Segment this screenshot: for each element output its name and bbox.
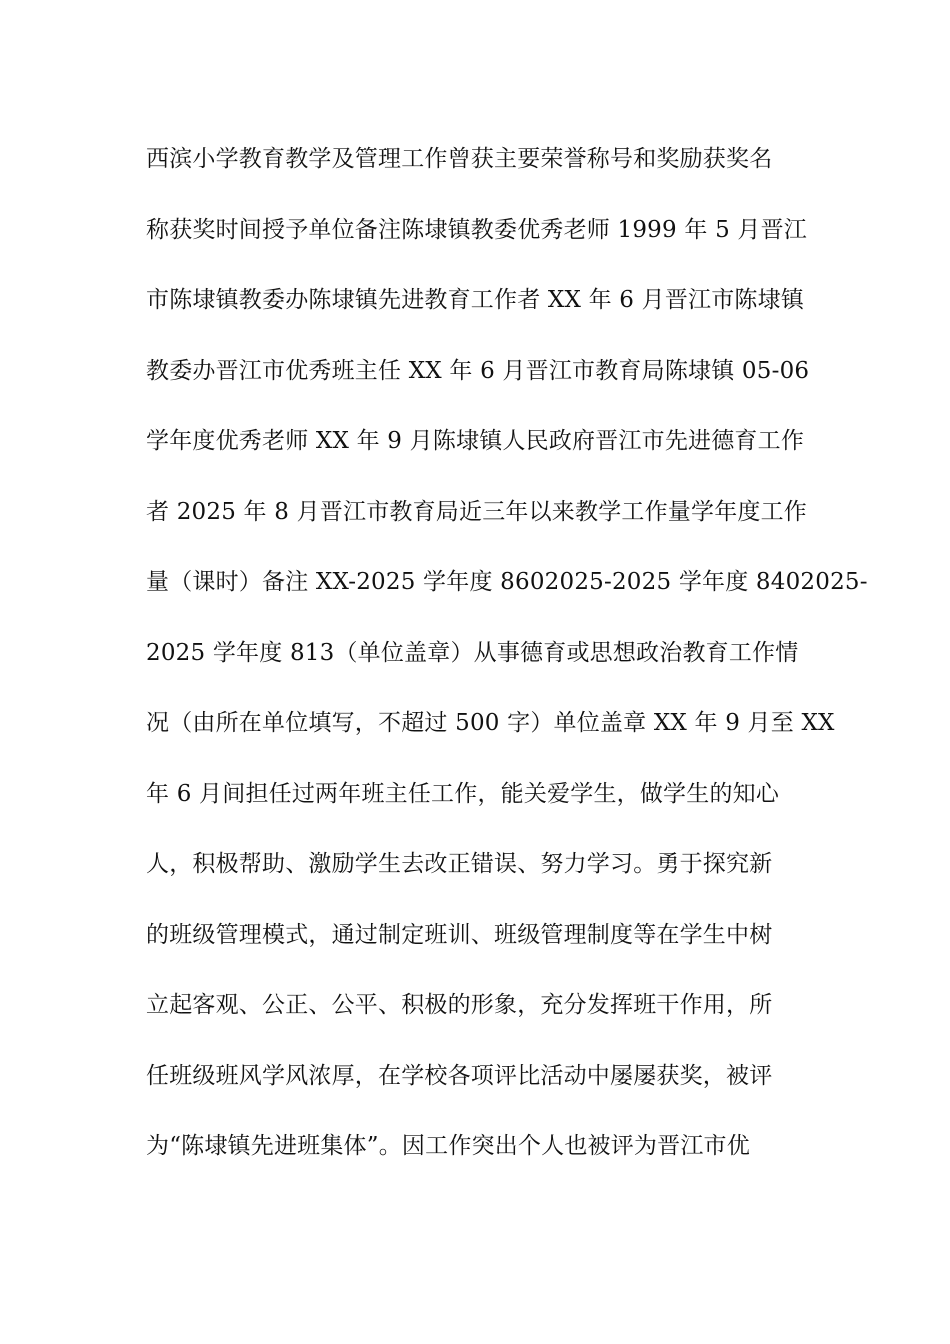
text-line: 市陈埭镇教委办陈埭镇先进教育工作者 XX 年 6 月晋江市陈埭镇 [146,287,805,313]
text-line: 西滨小学教育教学及管理工作曾获主要荣誉称号和奖励获奖名 [146,146,773,172]
text-line: 称获奖时间授予单位备注陈埭镇教委优秀老师 1999 年 5 月晋江 [146,216,808,243]
text-line: 立起客观、公正、公平、积极的形象，充分发挥班干作用，所 [146,992,773,1018]
text-line: 年 6 月间担任过两年班主任工作，能关爱学生，做学生的知心 [146,780,780,807]
text-line: 的班级管理模式，通过制定班训、班级管理制度等在学生中树 [146,921,773,948]
text-line: 量（课时）备注 XX-2025 学年度 8602025-2025 学年度 8402025- [146,569,868,595]
text-line: 2025 学年度 813（单位盖章）从事德育或思想政治教育工作情 [146,639,799,666]
text-line: 人，积极帮助、激励学生去改正错误、努力学习。勇于探究新 [146,851,773,877]
text-line: 学年度优秀老师 XX 年 9 月陈埭镇人民政府晋江市先进德育工作 [146,428,805,454]
text-line: 为“陈埭镇先进班集体”。因工作突出个人也被评为晋江市优 [146,1133,750,1159]
text-line: 况（由所在单位填写，不超过 500 字）单位盖章 XX 年 9 月至 XX [146,710,835,736]
text-line: 教委办晋江市优秀班主任 XX 年 6 月晋江市教育局陈埭镇 05-06 [146,357,810,384]
text-line: 任班级班风学风浓厚，在学校各项评比活动中屡屡获奖，被评 [146,1062,773,1089]
text-line: 者 2025 年 8 月晋江市教育局近三年以来教学工作量学年度工作 [146,498,808,525]
body-paragraph [146,132,868,1173]
